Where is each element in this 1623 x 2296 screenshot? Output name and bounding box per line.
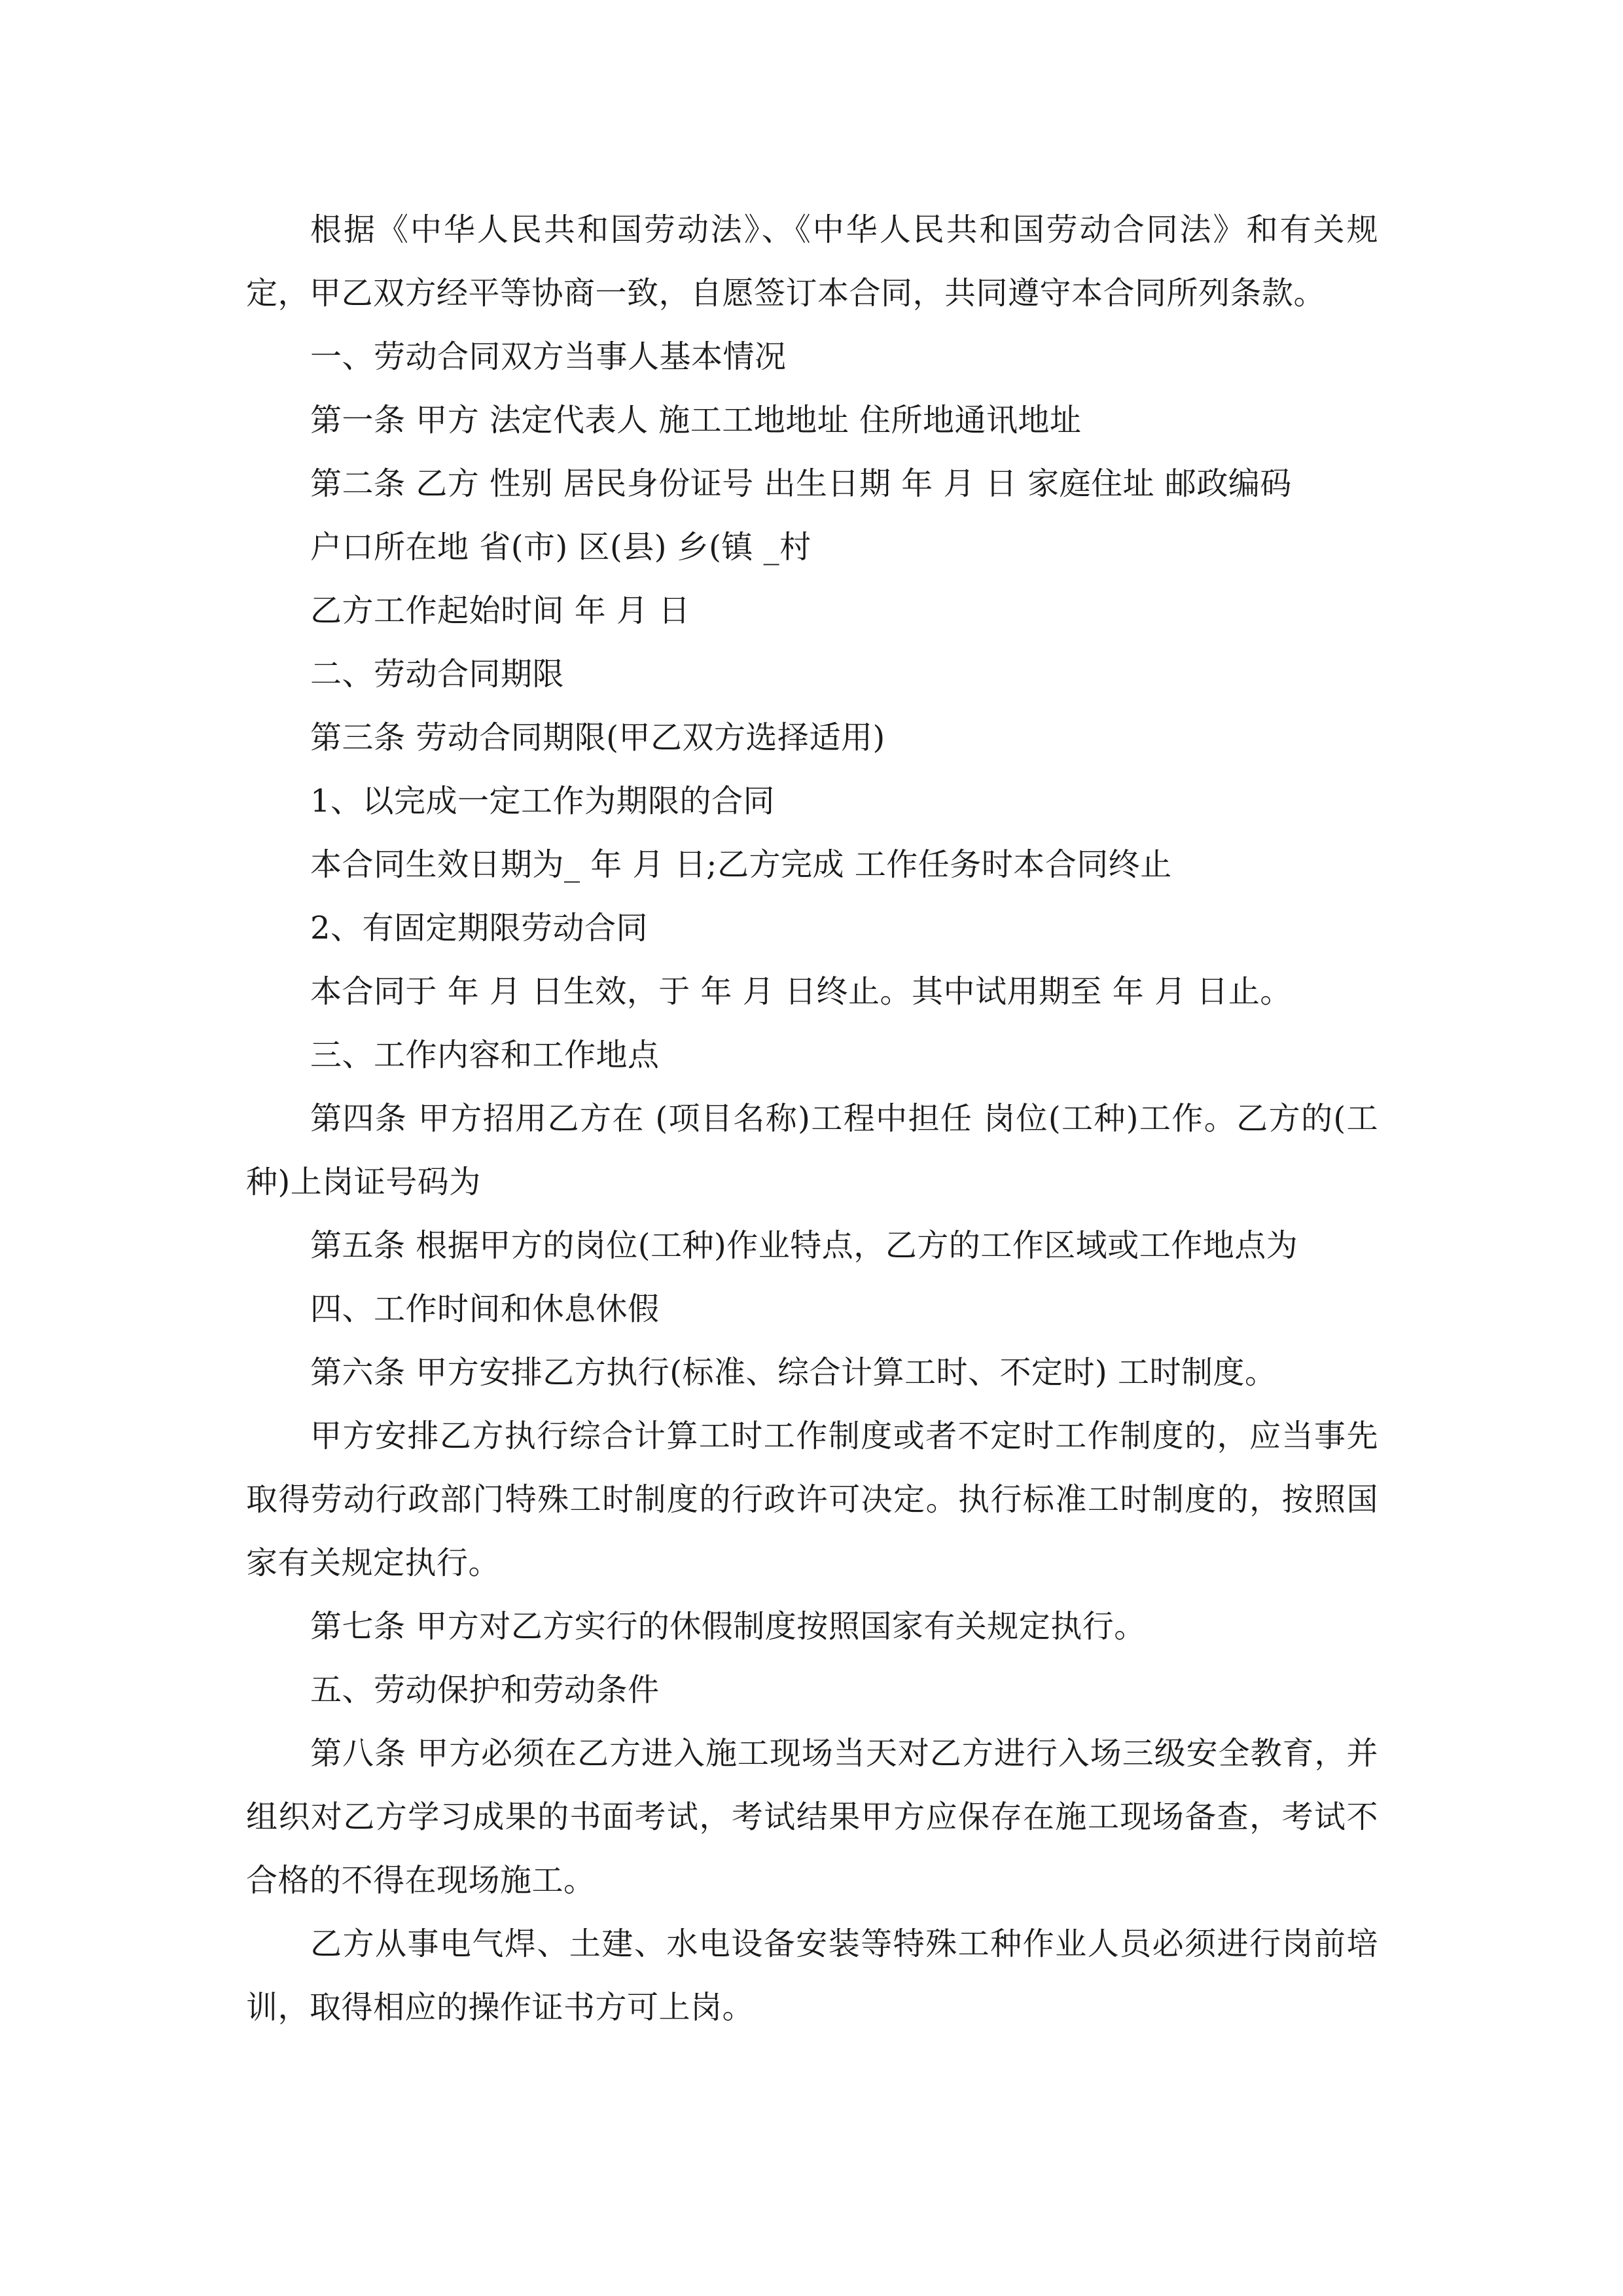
intro-paragraph: 根据《中华人民共和国劳动法》、《中华人民共和国劳动合同法》和有关规定，甲乙双方经平等协商一致，自愿签订本合同，共同遵守本合同所列条款。 [246, 211, 1378, 312]
article-2-start-date: 乙方工作起始时间 年 月 日 [310, 592, 690, 629]
section-heading-4: 四、工作时间和休息休假 [310, 1291, 660, 1327]
article-5: 第五条 根据甲方的岗位(工种)作业特点，乙方的工作区域或工作地点为 [310, 1227, 1298, 1264]
article-2-household: 户口所在地 省(市) 区(县) 乡(镇 _村 [310, 529, 812, 565]
article-3-option-1-detail: 本合同生效日期为_ 年 月 日;乙方完成 工作任务时本合同终止 [310, 846, 1172, 883]
article-7: 第七条 甲方对乙方实行的休假制度按照国家有关规定执行。 [310, 1608, 1146, 1645]
article-3-option-2: 2、有固定期限劳动合同 [310, 910, 649, 946]
article-8-detail: 乙方从事电气焊、土建、水电设备安装等特殊工种作业人员必须进行岗前培训，取得相应的操作证书方可上岗。 [246, 1926, 1378, 2026]
article-3: 第三条 劳动合同期限(甲乙双方选择适用) [310, 719, 885, 756]
article-3-option-1: 1、以完成一定工作为期限的合同 [310, 783, 776, 819]
section-heading-3: 三、工作内容和工作地点 [310, 1037, 660, 1073]
article-4: 第四条 甲方招用乙方在 (项目名称)工程中担任 岗位(工种)工作。乙方的(工种)上岗证号码为 [246, 1100, 1378, 1200]
article-1: 第一条 甲方 法定代表人 施工工地地址 住所地通讯地址 [310, 402, 1082, 439]
article-6: 第六条 甲方安排乙方执行(标准、综合计算工时、不定时) 工时制度。 [310, 1354, 1277, 1391]
section-heading-5: 五、劳动保护和劳动条件 [310, 1672, 660, 1708]
section-heading-2: 二、劳动合同期限 [310, 656, 565, 692]
document-body [246, 198, 1378, 2039]
section-heading-1: 一、劳动合同双方当事人基本情况 [310, 338, 787, 375]
article-8: 第八条 甲方必须在乙方进入施工现场当天对乙方进行入场三级安全教育，并组织对乙方学习成果的书面考试，考试结果甲方应保存在施工现场备查，考试不合格的不得在现场施工。 [246, 1735, 1378, 1899]
article-3-option-2-detail: 本合同于 年 月 日生效，于 年 月 日终止。其中试用期至 年 月 日止。 [310, 973, 1292, 1010]
article-2: 第二条 乙方 性别 居民身份证号 出生日期 年 月 日 家庭住址 邮政编码 [310, 465, 1292, 502]
article-6-detail: 甲方安排乙方执行综合计算工时工作制度或者不定时工作制度的，应当事先取得劳动行政部门特殊工时制度的行政许可决定。执行标准工时制度的，按照国家有关规定执行。 [246, 1418, 1378, 1581]
